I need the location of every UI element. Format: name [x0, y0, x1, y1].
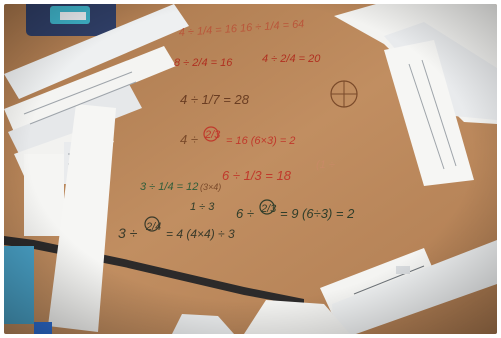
classroom-table-photo: [4, 4, 497, 334]
